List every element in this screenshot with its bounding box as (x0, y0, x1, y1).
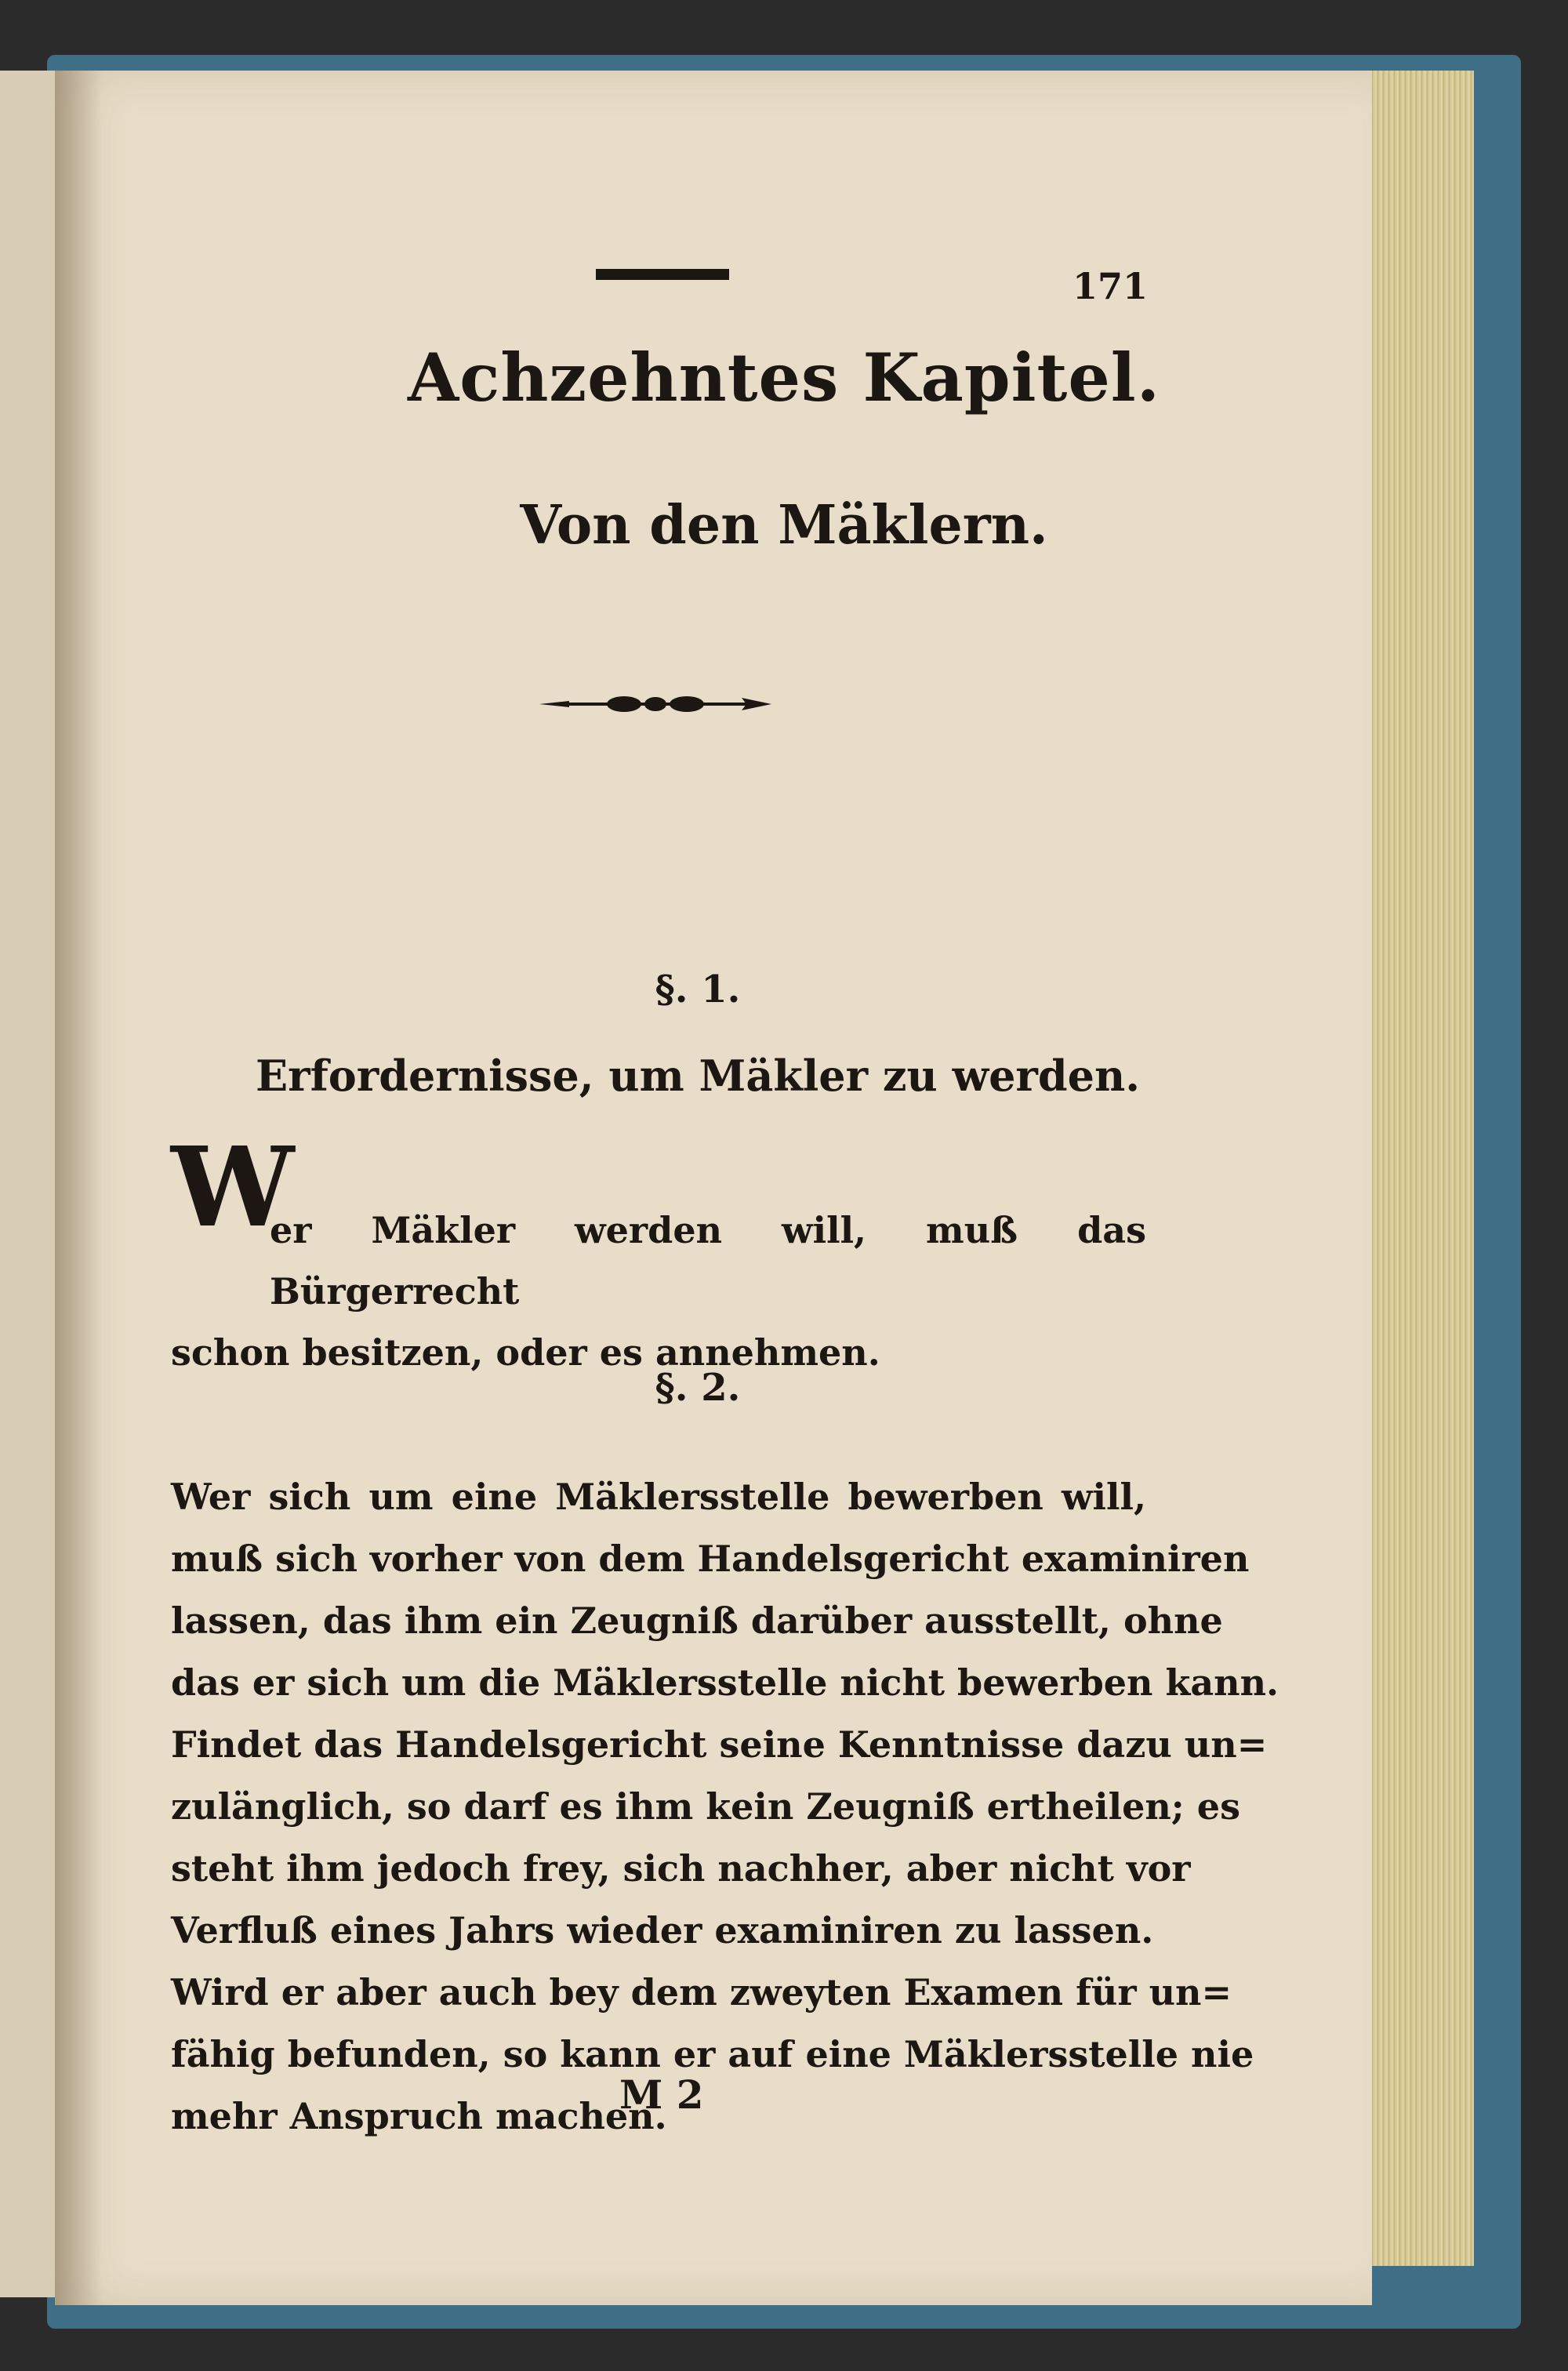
paragraph-1-line: schon besitzen, oder es annehmen. (171, 1331, 880, 1374)
signature-mark: M 2 (619, 2071, 704, 2118)
section-label-1: §. 1. (655, 968, 741, 1011)
paragraph-2-line: Verfluß eines Jahrs wieder examiniren zu lassen. (171, 1909, 1154, 1952)
paragraph-2-line: fähig befunden, so kann er auf eine Mäklersstelle nie (171, 2033, 1254, 2075)
paragraph-2-line: zulänglich, so darf es ihm kein Zeugniß ertheilen; es (171, 1785, 1240, 1828)
paragraph-2-line: Wird er aber auch bey dem zweyten Examen für un= (171, 1971, 1232, 2013)
chapter-title: Achzehntes Kapitel. (408, 339, 1160, 416)
chapter-subtitle: Von den Mäklern. (520, 494, 1048, 557)
header-rule (596, 269, 729, 280)
ornamental-divider-icon (538, 688, 773, 720)
paragraph-2-line: Findet das Handelsgericht seine Kenntnisse dazu un= (171, 1723, 1268, 1766)
paragraph-2-line: muß sich vorher von dem Handelsgericht examiniren (171, 1538, 1250, 1580)
drop-capital: W (171, 1124, 295, 1252)
paragraph-2-line: Wer sich um eine Mäklersstelle bewerben will, (171, 1476, 1146, 1518)
section-heading-1: Erfordernisse, um Mäkler zu werden. (255, 1051, 1141, 1101)
paragraph-1 (171, 1200, 1146, 1383)
page-number: 171 (1073, 265, 1149, 307)
paragraph-1-line: er Mäkler werden will, muß das Bürgerrecht (270, 1209, 1146, 1313)
paragraph-2-line: lassen, das ihm ein Zeugniß darüber ausstellt, ohne (171, 1599, 1223, 1642)
paragraph-2-line: mehr Anspruch machen. (171, 2095, 667, 2137)
paragraph-2-line: steht ihm jedoch frey, sich nachher, aber nicht vor (171, 1847, 1191, 1890)
section-label-2: §. 2. (655, 1366, 741, 1410)
paragraph-2-line: das er sich um die Mäklersstelle nicht bewerben kann. (171, 1661, 1279, 1704)
paragraph-2 (171, 1466, 1279, 2148)
